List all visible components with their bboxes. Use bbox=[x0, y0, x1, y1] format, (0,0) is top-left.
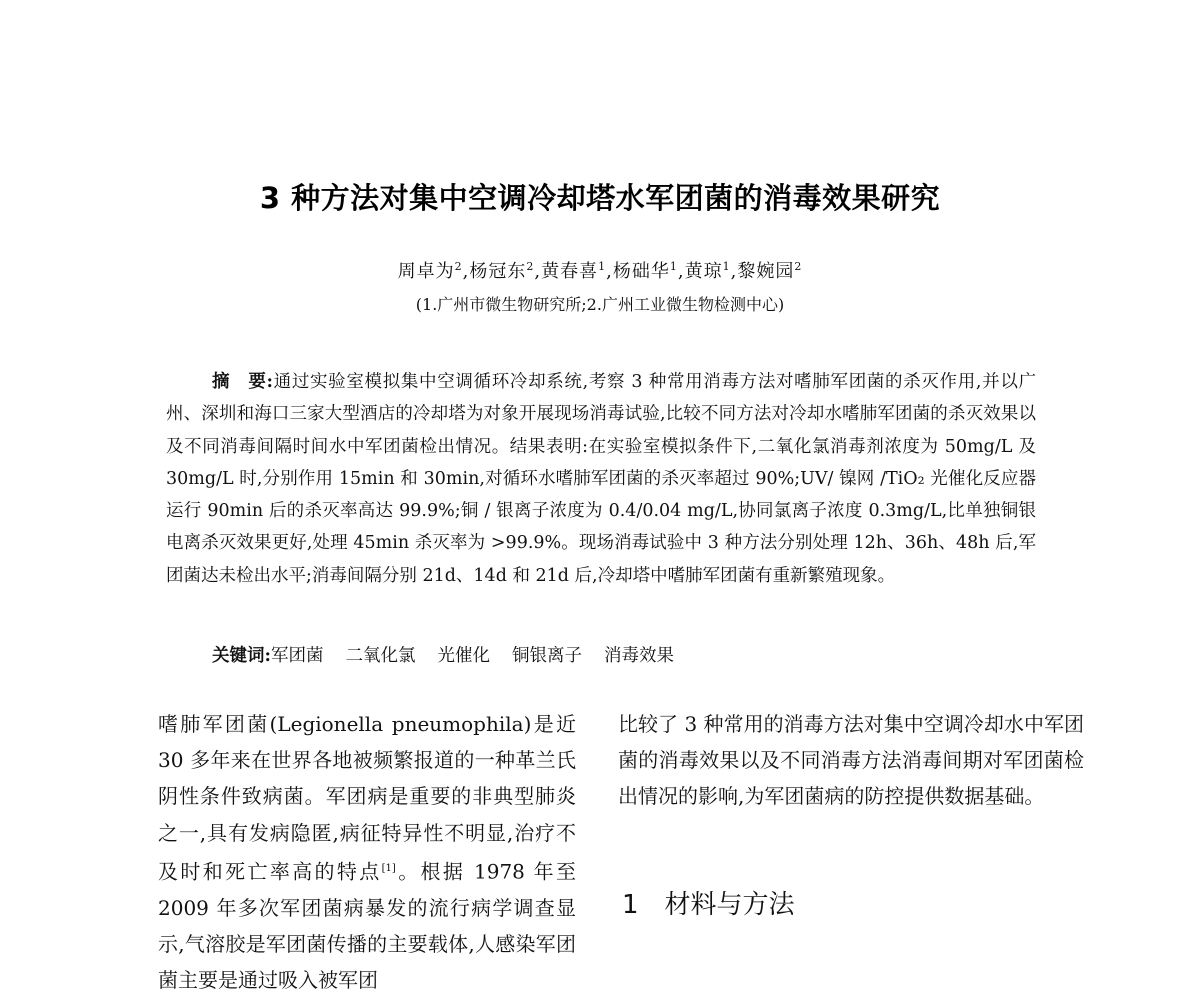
abstract-label: 摘 要: bbox=[212, 372, 273, 392]
body-paragraph: 比较了 3 种常用的消毒方法对集中空调冷却水中军团菌的消毒效果以及不同消毒方法消毒间期对军团菌检出情况的影响,为军团菌病的防控提供数据基础。 bbox=[618, 712, 1084, 809]
keyword: 光催化 bbox=[437, 646, 490, 666]
section-number: 1 bbox=[622, 890, 639, 920]
author-affiliation-mark: 2 bbox=[526, 260, 535, 273]
author-name: 杨冠东 bbox=[469, 261, 527, 282]
author-affiliation-mark: 1 bbox=[598, 260, 607, 273]
body-paragraph bbox=[114, 706, 576, 998]
author-name: 杨础华 bbox=[612, 261, 670, 282]
author-affiliation-mark: 1 bbox=[669, 260, 678, 273]
keyword: 消毒效果 bbox=[603, 646, 674, 666]
section-title: 材料与方法 bbox=[664, 890, 795, 920]
paper-title: 3 种方法对集中空调冷却塔水军团菌的消毒效果研究 bbox=[259, 181, 941, 215]
keywords-label: 关键词: bbox=[212, 646, 271, 666]
author-affiliation-mark: 2 bbox=[794, 260, 803, 273]
author-affiliation-mark: 2 bbox=[454, 260, 463, 273]
keywords bbox=[212, 640, 696, 672]
body-column-right bbox=[618, 706, 1084, 815]
citation-ref: [1] bbox=[381, 862, 396, 874]
author-affiliation-mark: 1 bbox=[722, 260, 731, 273]
author-name: 黄琼 bbox=[684, 261, 723, 282]
body-column-left bbox=[114, 706, 576, 998]
keyword: 军团菌 bbox=[270, 646, 324, 666]
author-name: 黎婉园 bbox=[737, 261, 795, 282]
section-heading bbox=[622, 884, 795, 921]
abstract bbox=[166, 366, 1036, 592]
keyword: 二氧化氯 bbox=[345, 646, 416, 666]
body-text: 嗜肺军团菌(Legionella pneumophila)是近 30 多年来在世界各地被频繁报道的一种革兰氏阴性条件致病菌。军团病是重要的非典型肺炎之一,具有发病隐匿,病征特异性不明显,治疗不及时和死亡率高的特点 bbox=[158, 712, 576, 884]
keyword: 铜银离子 bbox=[511, 646, 582, 666]
body-text: 。根据 1978 年至 2009 年多次军团菌病暴发的流行病学调查显示,气溶胶是军团菌传播的主要载体,人感染军团菌主要是通过吸入被军团 bbox=[158, 859, 576, 993]
author-name: 周卓为 bbox=[397, 261, 455, 282]
author-list: 周卓为$^2$,杨冠东$^2$,黄春喜$^1$,杨础华$^1$,黄琼$^1$,黎婉园$^2$ bbox=[397, 260, 803, 282]
abstract-text: 通过实验室模拟集中空调循环冷却系统,考察 3 种常用消毒方法对嗜肺军团菌的杀灭作用,并以广州、深圳和海口三家大型酒店的冷却塔为对象开展现场消毒试验,比较不同方法对冷却水嗜肺军团菌的杀灭效果以及不同消毒间隔时间水中军团菌检出情况。结果表明:在实验室模拟条件下,二氧化氯消毒剂浓度为 50mg/L 及 30mg/L 时,分别作用 15min 和 30min,对循环水嗜肺军团菌的杀灭率超过 90%;UV/ 镍网 /TiO₂ 光催化反应器运行 90min 后的杀灭率高达 99.9%;铜 / 银离子浓度为 0.4/0.04 mg/L,协同氯离子浓度 0.3mg/L,比单独铜银电离杀灭效果更好,处理 45min 杀灭率为 >99.9%。现场消毒试验中 3 种方法分别处理 12h、36h、48h 后,军团菌达未检出水平;消毒间隔分别 21d、14d 和 21d 后,冷却塔中嗜肺军团菌有重新繁殖现象。 bbox=[166, 372, 1036, 586]
author-name: 黄春喜 bbox=[541, 261, 599, 282]
affiliations: (1.广州市微生物研究所;2.广州工业微生物检测中心) bbox=[415, 295, 785, 314]
